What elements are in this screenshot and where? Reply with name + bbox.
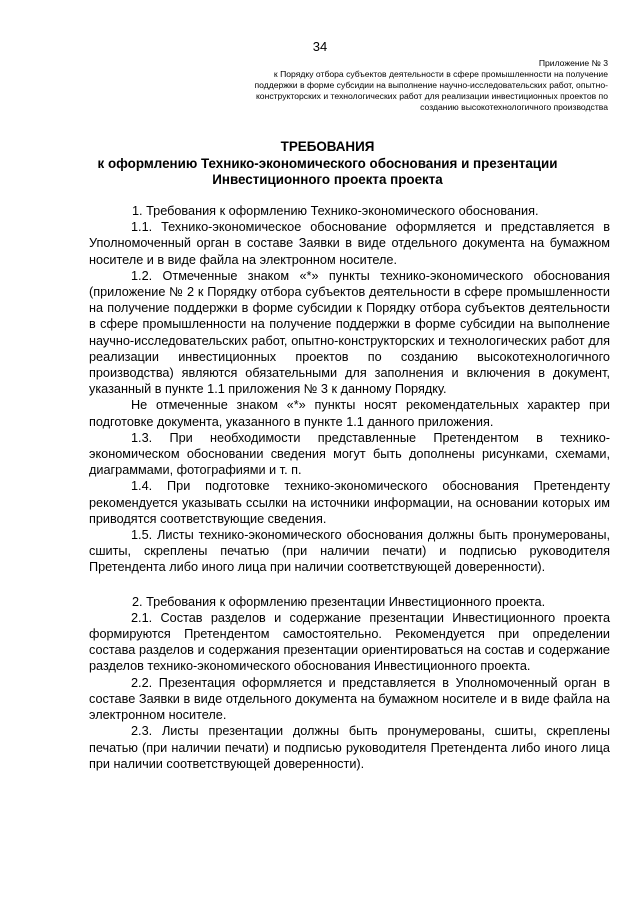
page-number: 34 — [312, 39, 328, 54]
paragraph-note: Не отмеченные знаком «*» пункты носят рекомендательных характер при подготовке документа, указанного в пункте 1.1 данного приложения. — [89, 398, 610, 429]
section-heading-2: 2. Требования к оформлению презентации Инвестиционного проекта. — [132, 594, 546, 609]
paragraph-1-4: 1.4. При подготовке технико-экономического обоснования Претенденту рекомендуется указывать ссылки на источники информации, на основании которых им приводятся соответствующие сведения. — [89, 479, 610, 526]
document-title — [60, 139, 595, 189]
appendix-number: Приложение № 3 — [538, 58, 608, 68]
section-heading-1: 1. Требования к оформлению Технико-экономического обоснования. — [132, 204, 539, 218]
title-heading: ТРЕБОВАНИЯ — [280, 139, 375, 154]
appendix-note — [248, 58, 608, 113]
title-project: Инвестиционного проекта проекта — [212, 172, 443, 187]
paragraph-1-3: 1.3. При необходимости представленные Претендентом в технико-экономическом обосновании сведения могут быть дополнены рисунками, схемами, диаграммами, фотографиями и т. п. — [89, 430, 610, 478]
appendix-reference: к Порядку отбора субъектов деятельности в сфере промышленности на получение поддержки в форме субсидии на выполнение научно-исследовательских работ, опытно-конструкторских и технологических работ для реализации инвестиционных проектов по созданию высокотехнологичного производства — [254, 69, 608, 112]
paragraph-2-2: 2.2. Презентация оформляется и представляется в Уполномоченный орган в составе Заявки в виде отдельного документа на бумажном носителе и в виде файла на электронном носителе. — [89, 675, 610, 723]
paragraph-1-2: 1.2. Отмеченные знаком «*» пункты технико-экономического обоснования (приложение № 2 к Порядку отбора субъектов деятельности в сфере промышленности на получение поддержки в форме субсидии к Порядку отбора субъектов деятельности в сфере промышленности на получение поддержки в форме субсидии на выполнение научно-исследовательских работ, опытно-конструкторских и технологических работ для реализации инвестиционных проектов по созданию высокотехнологичного производства) являются обязательными для заполнения и включения в документ, указанный в пункте 1.1 приложения № 3 к данному Порядку. — [89, 268, 610, 397]
paragraph-2-3: 2.3. Листы презентации должны быть пронумерованы, сшиты, скреплены печатью (при наличии печати) и подписью руководителя Претендента либо иного лица при наличии соответствующей доверенности). — [89, 724, 610, 771]
section-gap — [89, 576, 610, 594]
title-subject: к оформлению Технико-экономического обоснования и презентации — [97, 155, 558, 171]
document-body — [89, 203, 610, 772]
paragraph-1-1: 1.1. Технико-экономическое обоснование оформляется и представляется в Уполномоченный орган в составе Заявки в виде отдельного документа на бумажном носителе и в виде файла на электронном носителе. — [89, 220, 610, 267]
paragraph-1-5: 1.5. Листы технико-экономического обоснования должны быть пронумерованы, сшиты, скреплены печатью (при наличии печати) и подписью руководителя Претендента либо иного лица при наличии соответствующей доверенности). — [89, 528, 610, 575]
paragraph-2-1: 2.1. Состав разделов и содержание презентации Инвестиционного проекта формируются Претендентом самостоятельно. Рекомендуется при определении состава разделов и содержания презентации ориентироваться на состав и содержание разделов технико-экономического обоснования Инвестиционного проекта. — [89, 610, 610, 674]
